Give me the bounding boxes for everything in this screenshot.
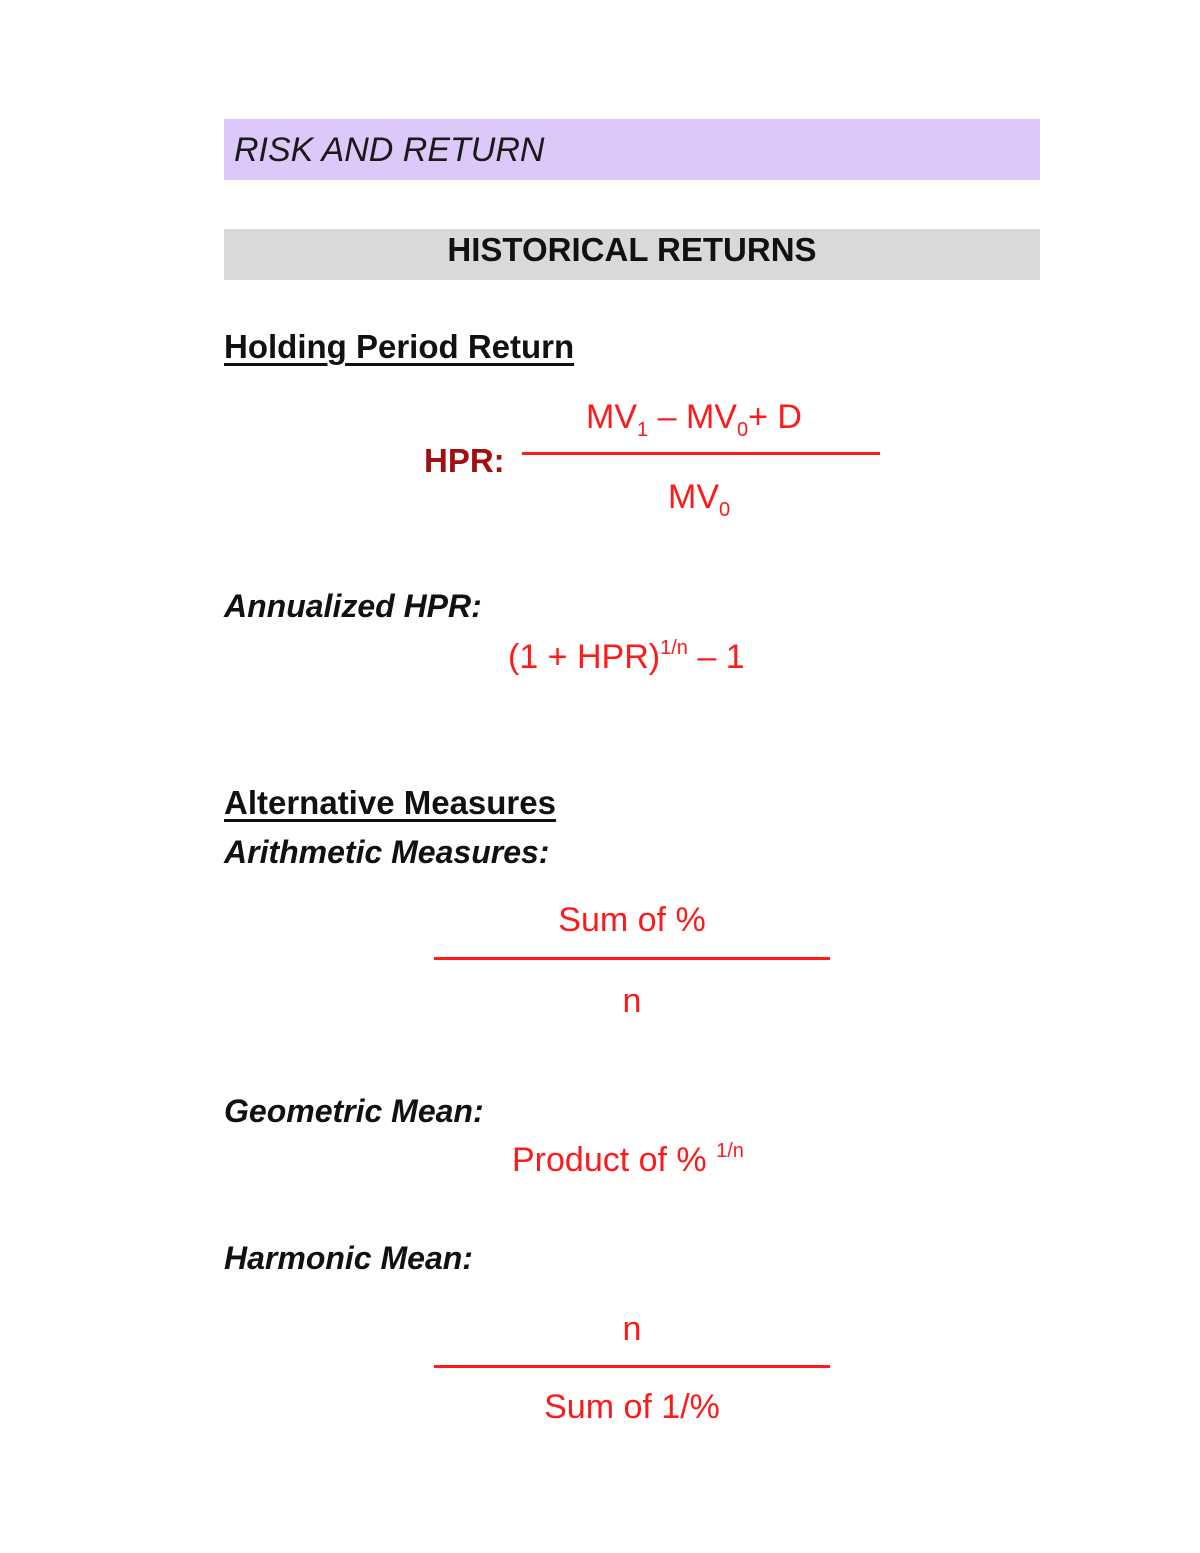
hpr-num-plus: + D (748, 398, 802, 436)
hpr-den-mv0: MV (668, 478, 719, 516)
hpr-numerator (586, 398, 802, 441)
title-banner (224, 119, 1040, 180)
hpr-num-minus: – (648, 398, 686, 436)
title-banner-text: RISK AND RETURN (234, 131, 545, 169)
hpr-denominator (668, 478, 731, 521)
annualized-tail: – 1 (687, 638, 745, 676)
hpr-fraction-bar (522, 452, 880, 455)
section-banner: HISTORICAL RETURNS (224, 229, 1040, 280)
annualized-heading: Annualized HPR: (224, 588, 482, 624)
arithmetic-numerator: Sum of % (558, 901, 706, 939)
hpr-num-mv1-sub: 1 (637, 419, 649, 441)
harmonic-numerator: n (622, 1310, 642, 1348)
arithmetic-denominator: n (622, 982, 642, 1020)
geometric-heading: Geometric Mean: (224, 1093, 484, 1129)
harmonic-heading: Harmonic Mean: (224, 1240, 473, 1276)
harmonic-fraction-bar (434, 1365, 830, 1368)
alternative-heading: Alternative Measures (224, 784, 556, 821)
hpr-den-mv0-sub: 0 (719, 499, 731, 521)
annualized-formula (508, 638, 745, 677)
hpr-num-mv0: MV (685, 398, 737, 436)
annualized-exponent: 1/n (660, 637, 688, 659)
geometric-formula (512, 1141, 744, 1180)
arithmetic-fraction-bar (434, 957, 830, 960)
hpr-num-mv0-sub: 0 (736, 419, 749, 441)
holding-period-heading: Holding Period Return (224, 328, 575, 365)
geometric-exponent: 1/n (716, 1140, 744, 1162)
annualized-base: (1 + HPR) (508, 638, 661, 676)
hpr-num-mv1: MV (586, 398, 637, 436)
geometric-base: Product of % (512, 1141, 707, 1179)
harmonic-denominator: Sum of 1/% (544, 1388, 720, 1426)
hpr-label: HPR: (424, 442, 505, 479)
arithmetic-heading: Arithmetic Measures: (224, 834, 550, 870)
